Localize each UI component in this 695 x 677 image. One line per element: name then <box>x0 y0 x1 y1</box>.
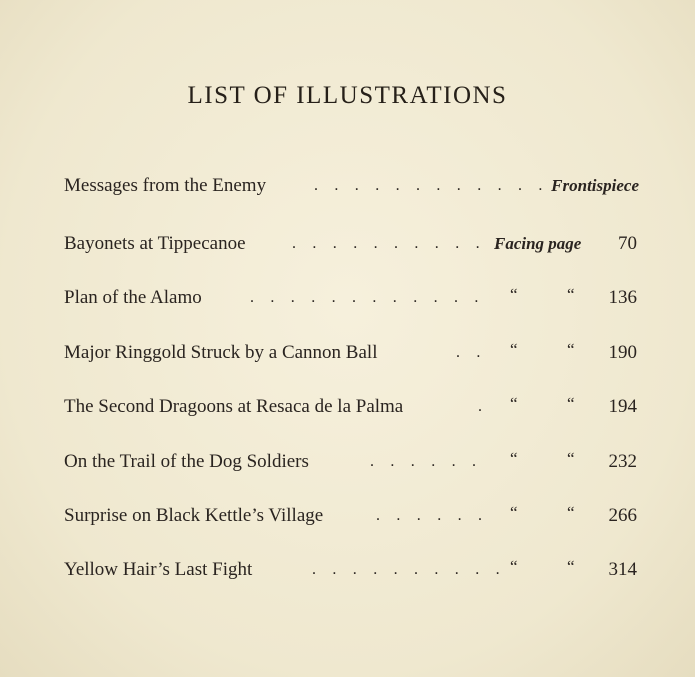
leader-dots: . . . . . . . . . . . <box>292 235 507 252</box>
ditto-mark: “ <box>567 285 575 304</box>
leader-dots: . . <box>456 344 487 361</box>
ditto-mark: “ <box>567 449 575 468</box>
ditto-mark: “ <box>510 449 518 468</box>
leader-dots: . . . . . . . . . . <box>312 561 506 578</box>
entry-title: Messages from the Enemy <box>64 175 267 196</box>
entry-placement: Facing page <box>494 234 582 253</box>
leader-dots: . . . . . . . . . . . . <box>250 289 485 306</box>
page-number: 314 <box>608 559 637 580</box>
illustration-entry <box>64 286 639 310</box>
leader-dots: . <box>478 398 489 415</box>
entry-placement: Frontispiece <box>551 176 639 195</box>
ditto-mark: “ <box>567 340 575 359</box>
entry-title: Bayonets at Tippecanoe <box>64 233 246 254</box>
entry-title: On the Trail of the Dog Soldiers <box>64 451 309 472</box>
entry-title: Yellow Hair’s Last Fight <box>64 559 253 580</box>
page-number: 194 <box>608 396 637 417</box>
page-number: 190 <box>608 342 637 363</box>
page-number: 136 <box>608 287 637 308</box>
illustration-entry <box>64 504 639 528</box>
page-number: 266 <box>608 505 637 526</box>
ditto-mark: “ <box>510 557 518 576</box>
ditto-mark: “ <box>567 503 575 522</box>
ditto-mark: “ <box>567 394 575 413</box>
page-number: 232 <box>608 451 637 472</box>
ditto-mark: “ <box>510 285 518 304</box>
illustration-entry <box>64 341 639 365</box>
entry-title: The Second Dragoons at Resaca de la Palma <box>64 396 404 417</box>
ditto-mark: “ <box>567 557 575 576</box>
ditto-mark: “ <box>510 394 518 413</box>
leader-dots: . . . . . . <box>370 453 483 470</box>
illustration-entry <box>64 558 639 582</box>
illustration-entry <box>64 232 639 256</box>
entry-title: Major Ringgold Struck by a Cannon Ball <box>64 342 378 363</box>
entry-title: Plan of the Alamo <box>64 287 202 308</box>
illustration-entry <box>64 450 639 474</box>
illustration-entry <box>64 395 639 419</box>
leader-dots: . . . . . . . . . . . . <box>314 177 549 194</box>
ditto-mark: “ <box>510 503 518 522</box>
entry-title: Surprise on Black Kettle’s Village <box>64 505 324 526</box>
page-title: LIST OF ILLUSTRATIONS <box>187 82 508 109</box>
leader-dots: . . . . . . <box>376 507 489 524</box>
illustration-entry <box>64 174 639 198</box>
ditto-mark: “ <box>510 340 518 359</box>
page-number: 70 <box>618 233 637 254</box>
